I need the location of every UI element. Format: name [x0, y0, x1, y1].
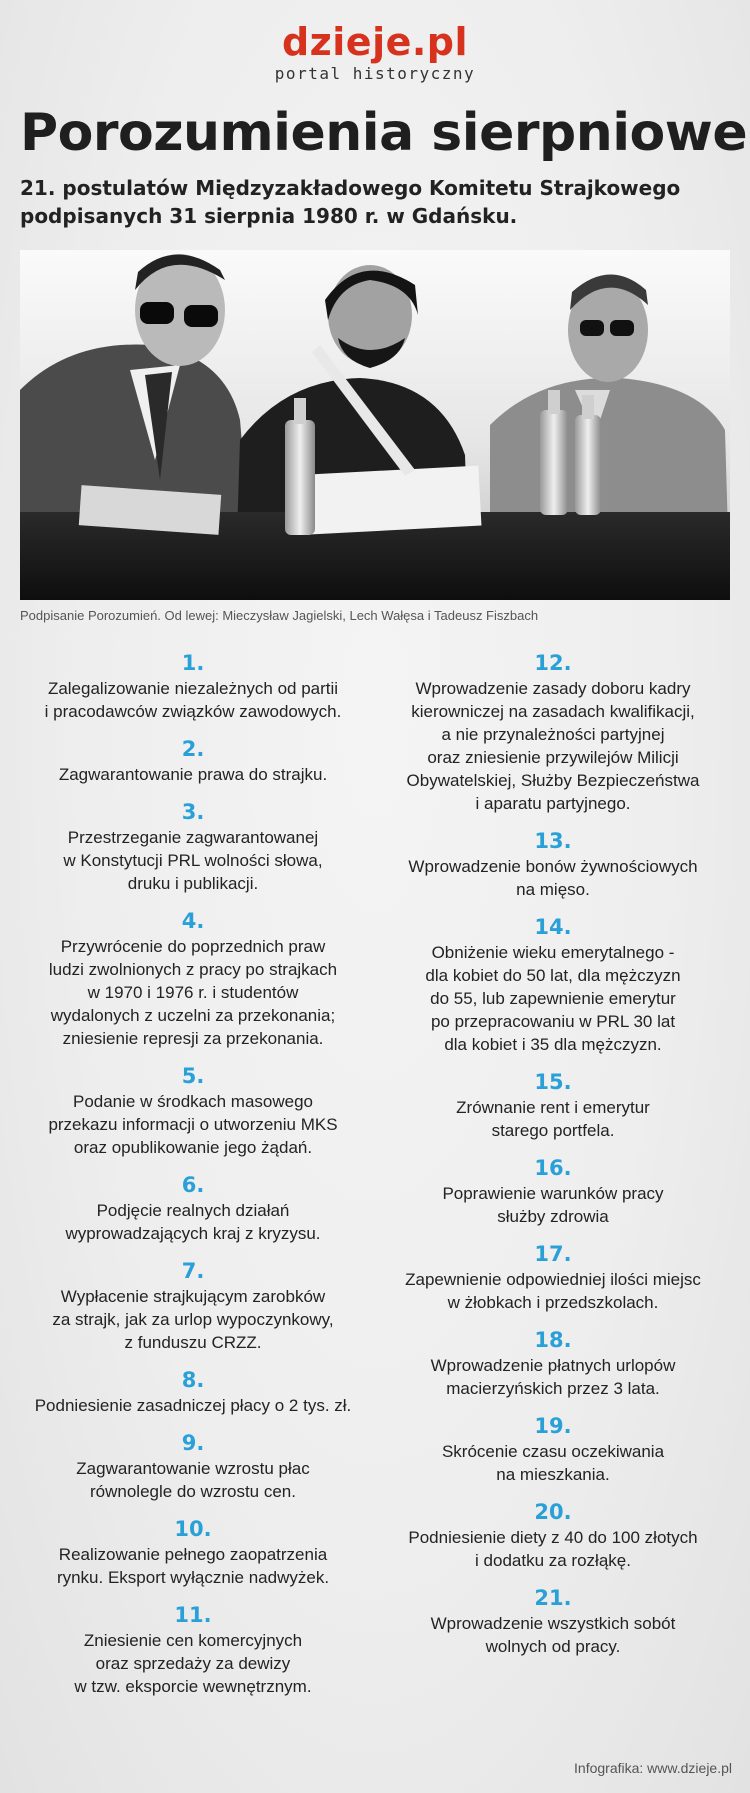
postulate-text-line: wyprowadzających kraj z kryzysu.: [65, 1224, 321, 1243]
postulate-text-line: druku i publikacji.: [127, 874, 259, 893]
postulate-text-line: Zagwarantowanie wzrostu płac: [76, 1459, 310, 1478]
postulate-number: 14.: [534, 915, 572, 939]
postulate-text-line: oraz sprzedaży za dewizy: [95, 1654, 291, 1673]
postulate-text-line: na mięso.: [516, 880, 590, 899]
postulate-item: [378, 1069, 728, 1142]
signing-photo: [20, 250, 730, 600]
postulate-text-line: w 1970 i 1976 r. i studentów: [87, 983, 299, 1002]
postulate-number: 15.: [534, 1070, 572, 1094]
postulate-text: [18, 677, 368, 723]
postulate-number: 13.: [534, 829, 572, 853]
postulate-number: 7.: [181, 1259, 205, 1283]
postulate-item: [18, 1516, 368, 1589]
site-logo[interactable]: [0, 20, 750, 84]
postulate-item: [18, 799, 368, 895]
postulate-item: [378, 828, 728, 901]
postulate-text-line: i pracodawców związków zawodowych.: [44, 702, 342, 721]
postulate-text: [378, 1096, 728, 1142]
postulate-text: [18, 763, 368, 786]
postulate-text-line: w tzw. eksporcie wewnętrznym.: [74, 1677, 312, 1696]
postulate-text: [18, 1394, 368, 1417]
subtitle-line: 21. postulatów Międzyzakładowego Komitetu Strajkowego: [20, 176, 681, 200]
postulate-text: [18, 1629, 368, 1698]
postulate-text-line: Zrównanie rent i emerytur: [456, 1098, 650, 1117]
postulate-text-line: Podjęcie realnych działań: [96, 1201, 290, 1220]
postulate-text-line: Zalegalizowanie niezależnych od partii: [47, 679, 339, 698]
postulate-text-line: Przywrócenie do poprzednich praw: [60, 937, 326, 956]
postulate-text: [18, 1457, 368, 1503]
postulate-text: [378, 1526, 728, 1572]
postulate-text: [378, 1440, 728, 1486]
postulate-text-line: starego portfela.: [491, 1121, 615, 1140]
postulate-item: [378, 1241, 728, 1314]
postulate-text-line: w żłobkach i przedszkolach.: [447, 1293, 659, 1312]
page-subtitle: [20, 174, 740, 230]
postulate-text-line: Podniesienie zasadniczej płacy o 2 tys. zł.: [34, 1396, 352, 1415]
postulate-text-line: do 55, lub zapewnienie emerytur: [430, 989, 676, 1008]
postulate-number: 20.: [534, 1500, 572, 1524]
postulate-number: 11.: [174, 1603, 212, 1627]
postulate-text-line: ludzi zwolnionych z pracy po strajkach: [48, 960, 338, 979]
postulate-number: 1.: [181, 651, 205, 675]
postulate-text: [18, 1199, 368, 1245]
postulate-number: 19.: [534, 1414, 572, 1438]
postulate-text: [378, 941, 728, 1056]
postulate-number: 10.: [174, 1517, 212, 1541]
postulate-text-line: Zniesienie cen komercyjnych: [83, 1631, 303, 1650]
postulate-item: [378, 1327, 728, 1400]
postulate-text-line: wydalonych z uczelni za przekonania;: [50, 1006, 336, 1025]
postulate-text-line: macierzyńskich przez 3 lata.: [446, 1379, 660, 1398]
logo-wordmark: dzieje.pl: [281, 20, 469, 64]
postulate-text-line: Obniżenie wieku emerytalnego -: [431, 943, 675, 962]
postulate-text-line: oraz zniesienie przywilejów Milicji: [427, 748, 679, 767]
postulate-text-line: i dodatku za rozłąkę.: [475, 1551, 631, 1570]
postulate-number: 17.: [534, 1242, 572, 1266]
postulate-number: 8.: [181, 1368, 205, 1392]
postulate-text-line: dla kobiet i 35 dla mężczyzn.: [444, 1035, 662, 1054]
page-title: Porozumienia sierpniowe: [20, 103, 748, 163]
postulate-item: [18, 1258, 368, 1354]
postulate-text-line: przekazu informacji o utworzeniu MKS: [48, 1115, 338, 1134]
postulate-text: [378, 855, 728, 901]
photo-caption: Podpisanie Porozumień. Od lewej: Mieczysław Jagielski, Lech Wałęsa i Tadeusz Fiszbach: [20, 608, 539, 623]
postulate-text: [18, 1543, 368, 1589]
postulate-item: [378, 1155, 728, 1228]
postulate-item: [18, 736, 368, 786]
postulate-text-line: Wprowadzenie bonów żywnościowych: [408, 857, 698, 876]
postulate-text: [378, 1612, 728, 1658]
postulate-item: [378, 650, 728, 815]
footer-credit[interactable]: Infografika: www.dzieje.pl: [574, 1760, 732, 1776]
postulate-text: [378, 677, 728, 815]
postulate-text-line: Wprowadzenie wszystkich sobót: [430, 1614, 676, 1633]
postulate-text-line: kierowniczej na zasadach kwalifikacji,: [411, 702, 695, 721]
postulate-text-line: wolnych od pracy.: [485, 1637, 621, 1656]
postulate-text: [18, 826, 368, 895]
postulate-item: [378, 1413, 728, 1486]
postulate-text-line: Podniesienie diety z 40 do 100 złotych: [408, 1528, 698, 1547]
postulate-text-line: Wprowadzenie płatnych urlopów: [430, 1356, 676, 1375]
postulate-text-line: Wypłacenie strajkującym zarobków: [60, 1287, 326, 1306]
postulate-text-line: z funduszu CRZZ.: [124, 1333, 262, 1352]
postulate-text-line: Zapewnienie odpowiedniej ilości miejsc: [405, 1270, 701, 1289]
postulate-text-line: Poprawienie warunków pracy: [442, 1184, 664, 1203]
postulate-text: [378, 1182, 728, 1228]
postulate-number: 21.: [534, 1586, 572, 1610]
postulate-number: 18.: [534, 1328, 572, 1352]
postulate-text-line: a nie przynależności partyjnej: [441, 725, 665, 744]
postulate-text-line: za strajk, jak za urlop wypoczynkowy,: [52, 1310, 334, 1329]
postulate-text-line: i aparatu partyjnego.: [475, 794, 631, 813]
postulate-text-line: Podanie w środkach masowego: [72, 1092, 314, 1111]
postulate-text: [18, 1090, 368, 1159]
postulate-text-line: Realizowanie pełnego zaopatrzenia: [58, 1545, 328, 1564]
postulate-text: [18, 935, 368, 1050]
postulate-item: [18, 908, 368, 1050]
postulate-number: 9.: [181, 1431, 205, 1455]
postulate-item: [18, 1172, 368, 1245]
postulate-text-line: dla kobiet do 50 lat, dla mężczyzn: [425, 966, 681, 985]
postulate-text: [378, 1354, 728, 1400]
postulates-right-column: [378, 650, 728, 1671]
postulate-number: 6.: [181, 1173, 205, 1197]
postulate-number: 3.: [181, 800, 205, 824]
postulate-text-line: rynku. Eksport wyłącznie nadwyżek.: [56, 1568, 330, 1587]
postulate-item: [18, 1367, 368, 1417]
postulate-item: [18, 1430, 368, 1503]
postulate-text-line: Skrócenie czasu oczekiwania: [441, 1442, 665, 1461]
postulate-text: [18, 1285, 368, 1354]
postulate-text: [378, 1268, 728, 1314]
postulate-item: [18, 1063, 368, 1159]
postulate-item: [18, 1602, 368, 1698]
postulate-item: [18, 650, 368, 723]
postulate-text-line: Wprowadzenie zasady doboru kadry: [415, 679, 691, 698]
postulate-item: [378, 1585, 728, 1658]
postulate-text-line: po przepracowaniu w PRL 30 lat: [430, 1012, 676, 1031]
postulate-text-line: Zagwarantowanie prawa do strajku.: [58, 765, 328, 784]
postulate-text-line: na mieszkania.: [496, 1465, 610, 1484]
postulate-text-line: zniesienie represji za przekonania.: [62, 1029, 324, 1048]
subtitle-line: podpisanych 31 sierpnia 1980 r. w Gdańsku.: [20, 204, 518, 228]
postulate-item: [378, 914, 728, 1056]
postulate-text-line: służby zdrowia: [497, 1207, 609, 1226]
postulate-item: [378, 1499, 728, 1572]
postulate-number: 12.: [534, 651, 572, 675]
postulates-left-column: [18, 650, 368, 1711]
postulate-text-line: w Konstytucji PRL wolności słowa,: [63, 851, 323, 870]
postulate-number: 16.: [534, 1156, 572, 1180]
postulate-text-line: Obywatelskiej, Służby Bezpieczeństwa: [406, 771, 700, 790]
postulate-number: 4.: [181, 909, 205, 933]
postulate-number: 5.: [181, 1064, 205, 1088]
postulate-text-line: oraz opublikowanie jego żądań.: [73, 1138, 313, 1157]
postulate-number: 2.: [181, 737, 205, 761]
logo-tagline: portal historyczny: [274, 64, 476, 83]
postulate-text-line: Przestrzeganie zagwarantowanej: [67, 828, 319, 847]
postulate-text-line: równolegle do wzrostu cen.: [89, 1482, 296, 1501]
